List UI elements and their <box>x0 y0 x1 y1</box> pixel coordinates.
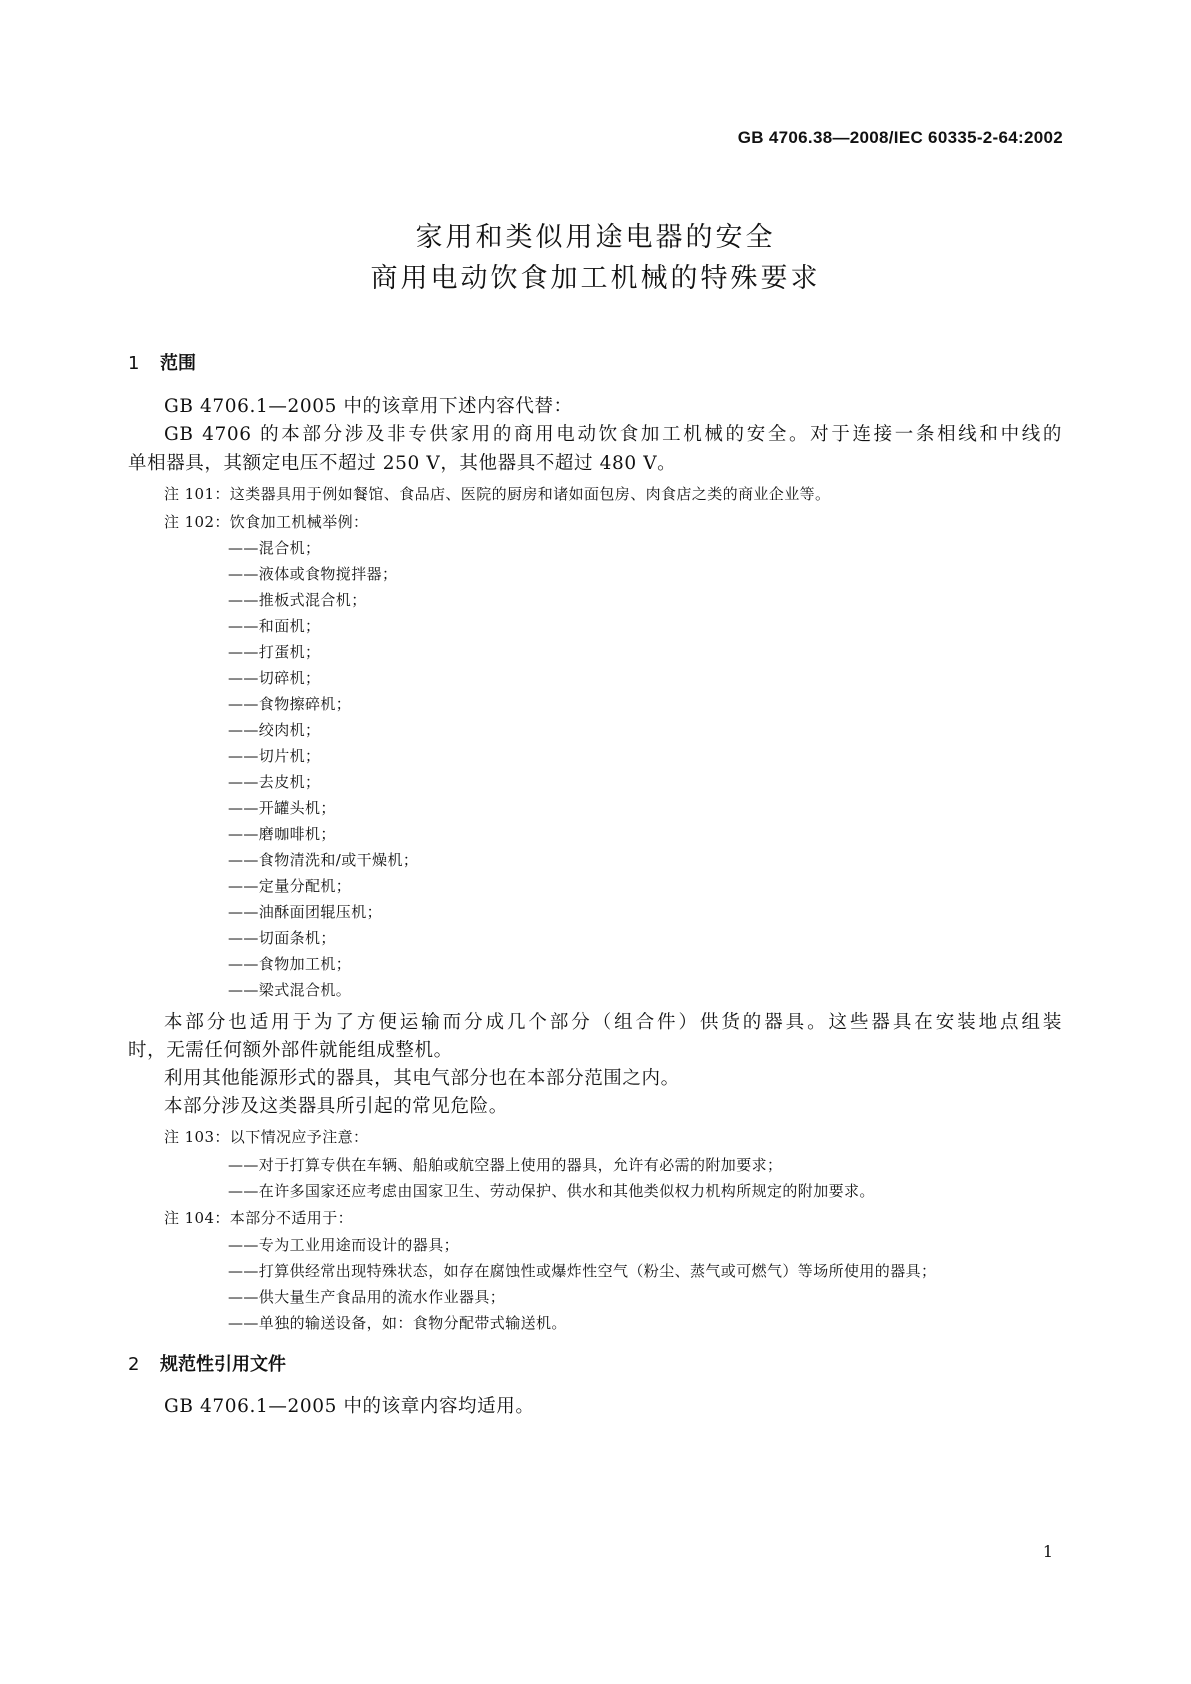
note-102-item: ——食物清洗和/或干燥机； <box>228 851 419 869</box>
section-2-title: 规范性引用文件 <box>160 1354 286 1375</box>
note-102-item: ——定量分配机； <box>228 877 352 895</box>
note-104-item: ——单独的输送设备，如：食物分配带式输送机。 <box>228 1314 567 1332</box>
note-104-label: 注 104：本部分不适用于： <box>164 1209 353 1227</box>
note-102-item: ——去皮机； <box>228 773 321 791</box>
title-line-1: 家用和类似用途电器的安全 <box>415 222 776 253</box>
note-102-item: ——和面机； <box>228 617 321 635</box>
note-102-item: ——打蛋机； <box>228 643 321 661</box>
note-102-item: ——绞肉机； <box>228 721 321 739</box>
section-2-heading <box>128 1350 286 1376</box>
note-102-item: ——油酥面团辊压机； <box>228 903 383 921</box>
note-102-item: ——液体或食物搅拌器； <box>228 565 398 583</box>
note-102-item: ——梁式混合机。 <box>228 981 352 999</box>
scope-paragraph-line-1: GB 4706 的本部分涉及非专供家用的商用电动饮食加工机械的安全。对于连接一条相线和中线的 <box>164 424 1062 445</box>
note-102-item: ——切碎机； <box>228 669 321 687</box>
section-2-number: 2 <box>128 1354 140 1375</box>
note-103-item: ——对于打算专供在车辆、船舶或航空器上使用的器具，允许有必需的附加要求； <box>228 1156 783 1174</box>
section-1-number: 1 <box>128 353 140 374</box>
note-104-item: ——专为工业用途而设计的器具； <box>228 1236 460 1254</box>
note-104-item: ——供大量生产食品用的流水作业器具； <box>228 1288 506 1306</box>
note-104-item: ——打算供经常出现特殊状态，如存在腐蚀性或爆炸性空气（粉尘、蒸气或可燃气）等场所使用的器具； <box>228 1262 937 1280</box>
note-101: 注 101：这类器具用于例如餐馆、食品店、医院的厨房和诸如面包房、肉食店之类的商业企业等。 <box>164 485 831 503</box>
note-102-item: ——食物加工机； <box>228 955 352 973</box>
assembly-paragraph-line-2: 时，无需任何额外部件就能组成整机。 <box>128 1040 453 1061</box>
note-103-item: ——在许多国家还应考虑由国家卫生、劳动保护、供水和其他类似权力机构所规定的附加要求。 <box>228 1182 875 1200</box>
page-number: 1 <box>1042 1542 1053 1561</box>
hazards-paragraph: 本部分涉及这类器具所引起的常见危险。 <box>164 1096 508 1117</box>
note-102-item: ——混合机； <box>228 539 321 557</box>
note-103-label: 注 103：以下情况应予注意： <box>164 1128 369 1146</box>
note-102-item: ——食物擦碎机； <box>228 695 352 713</box>
title-line-2: 商用电动饮食加工机械的特殊要求 <box>370 263 821 294</box>
section-1-title: 范围 <box>160 353 196 374</box>
note-102-label: 注 102：饮食加工机械举例： <box>164 513 369 531</box>
scope-paragraph-line-2: 单相器具，其额定电压不超过 250 V，其他器具不超过 480 V。 <box>128 453 677 474</box>
assembly-paragraph-line-1: 本部分也适用于为了方便运输而分成几个部分（组合件）供货的器具。这些器具在安装地点组装 <box>164 1012 1062 1033</box>
note-102-item: ——切面条机； <box>228 929 336 947</box>
section-2-body: GB 4706.1—2005 中的该章内容均适用。 <box>164 1396 535 1417</box>
section-1-intro: GB 4706.1—2005 中的该章用下述内容代替： <box>164 396 573 417</box>
note-102-item: ——磨咖啡机； <box>228 825 336 843</box>
note-102-item: ——开罐头机； <box>228 799 336 817</box>
section-1-heading <box>128 349 196 375</box>
note-102-item: ——切片机； <box>228 747 321 765</box>
standard-code: GB 4706.38—2008/IEC 60335-2-64:2002 <box>737 128 1063 147</box>
other-energy-paragraph: 利用其他能源形式的器具，其电气部分也在本部分范围之内。 <box>164 1068 680 1089</box>
note-102-item: ——推板式混合机； <box>228 591 367 609</box>
